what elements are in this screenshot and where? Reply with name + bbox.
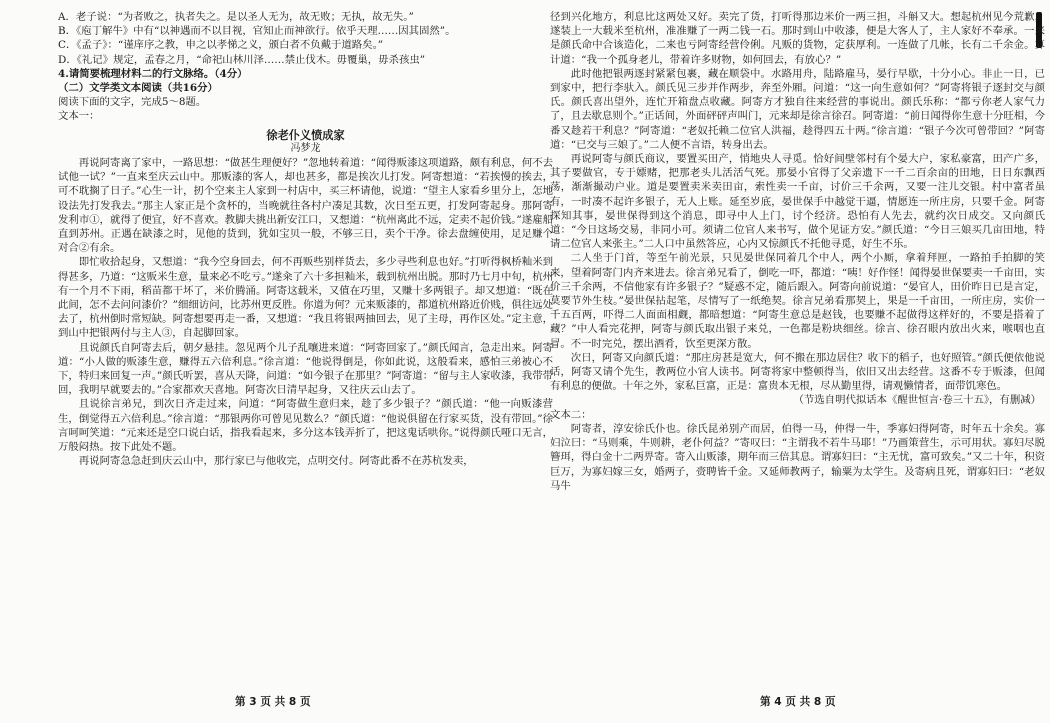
option-d: D．《礼记》规定，孟春之月，“命祀山林川泽……禁止伐木。毋覆巢，毋杀孩虫” bbox=[58, 53, 426, 66]
story-paragraph-10: 次日，阿寄又向颜氏道：“那庄房甚是宽大，何不搬在那边居住？收下的稻子，也好照管。”颜氏便依他说话，阿寄又请个先生，教两位小官人读书。阿寄将家中整顿得当，依旧又出去经营。这番不专于贩漆，但闻有利息的便做。十年之外，家私巨富，正是：富贵本无根，尽从勤里得，请观懒情者，面带饥寒色。 bbox=[550, 351, 1045, 393]
story-paragraph-8: 再说阿寄与颜氏商议，要置买田产，悄地央人寻觅。恰好间壁邻村有个晏大户，家私豪富，田产广多，其子要做官，专于嫖赌，把那老头儿活活气死。那晏小官得了父亲遗下一千二百余亩的田地，日日东飘西荡，渐渐撮动户业。道是要置卖米卖田亩，索性卖一千亩，讨价三千余两，又要一注儿交银。村中富者虽有，一时凑不起许多银子，无人上账。延至岁底，晏世保手中越觉干逼，情愿连一所庄房，只要千金。阿寄探知其事，晏世保得到这个消息，即寻中人上门，讨个经济。恐怕有人先去，就约次日成交。又向颜氏道：“今日这场交易，非同小可。须请二位官人来书写，做个见证方安。”颜氏道：“今日三娘买几亩田地，特请二位官人来张主。”二人口中虽然答应，心内又惊颜氏不托他寻觅，好生不乐。 bbox=[550, 153, 1045, 251]
text-two-label: 文本二： bbox=[550, 408, 592, 421]
story-paragraph-3: 且说颜氏自阿寄去后，朝夕悬挂。忽见两个儿子乱嚷进来道：“阿寄回家了。”颜氏闻言，急走出来。阿寄道：“小人做的贩漆生意，赚得五六倍利息。”徐言道：“他说得倒是，你如此说，这般看来，感怕三弟被心不下，特归来回复一声。”颜氏听罢，喜从天降，问道：“如今银子在那里？”阿寄道：“留与主人家收漆，我带带回，我明早就要去的。”合家都欢天喜地。阿寄次日清早起身，又往庆云山去了。 bbox=[58, 341, 553, 397]
story-author: 冯梦龙 bbox=[290, 142, 321, 154]
left-page-column bbox=[58, 10, 553, 682]
right-page-column bbox=[550, 10, 1045, 682]
page-number-right: 第 4 页 共 8 页 bbox=[760, 696, 836, 708]
text-one-label: 文本一： bbox=[58, 110, 100, 123]
story-paragraph-9: 二人坐于门首，等至午前光景，只见晏世保同着几个中人，两个小厮，拿着拜匣，一路拍手拍脚的笑来，望着阿寄门内齐来进去。徐言弟兄看了，倒吃一吓，都道：“咦！好作怪！闻得晏世保要卖一千亩田，实价三千余两，不信他家有许多银子？”疑惑不定，随后跟入。阿寄向前说道：“晏官人，田价昨日已是言定，莫要节外生枝。”晏世保拈起笔，尽情写了一纸绝契。徐言兄弟看那契上，果是一千亩田，一所庄房，实价一千五百两，吓得二人面面相觑，都暗想道：“阿寄生意总是赵钱，也要赚不起做得这样好的，不要是搭着了藏？”中人看完花押，阿寄与颜氏取出银子来兑，一色都是粉块细丝。徐言、徐召眼内放出火来，喉咽也直冒。不一时完兑，摆出酒肴，饮至更深方散。 bbox=[550, 252, 1045, 350]
story-paragraph-5: 再说阿寄急急赶到庆云山中，那行家已与他收完，点明交付。阿寄此番不在苏杭发卖， bbox=[78, 455, 474, 468]
source-note: （节选自明代拟话本《醒世恒言·卷三十五》，有删减） bbox=[793, 394, 1041, 407]
option-c: C．《孟子》：“谨庠序之教，申之以孝悌之义，颁白者不负戴于道路矣。” bbox=[58, 39, 384, 52]
story-title: 徐老仆义愤成家 bbox=[266, 127, 345, 142]
story-paragraph-2: 即忙收拾起身，又想道：“我今空身回去，何不再贩些别样货去，多少寻些利息也好。”打听得枫桥籼米到得甚多，乃道：“这贩米生意，量来必不吃亏。”遂籴了六十多担籼米，载到杭州出脱。那时乃七月中旬，杭州有一个月不下雨，稻苗都干坏了，米价腾涌。阿寄这载米，又值在巧里，又赚十多两银子。却又想道：“既在此间，怎不去问问漆价？”细细访问，比苏州更反胜。你道为何？元来贩漆的，都道杭州路近价贱，俱往远处去了，杭州倒时常短缺。阿寄想要再走一番，又想道：“我且将银两抽回去，见了主母，再作区处。”定主意，到山中把银两付与主人③，自起脚回家。 bbox=[58, 256, 553, 340]
section-heading: （二）文学类文本阅读（共16分） bbox=[58, 82, 218, 95]
story-paragraph-6: 径到兴化地方，利息比这两处又好。卖完了货，打听得那边米价一两三担，斗斛又大。想起杭州见今荒歉，遂装上一大载米至杭州，准准赚了一两二钱一石。那时到山中收漆，便是大客人了，主人家好不奉承。一来是颜氏命中合该造化，二来也亏阿寄经营伶俐。凡贩的货物，定获厚利。一连做了几帐，长有二千余金。算计道：“我一个孤身老儿，带着许多财物，如何回去，有放心？” bbox=[550, 11, 1045, 66]
question-4: 4.请简要梳理材料二的行文脉络。（4分） bbox=[58, 67, 248, 80]
page-number-left: 第 3 页 共 8 页 bbox=[235, 696, 311, 708]
story-paragraph-4: 且说徐言弟兄，到次日齐走过来，问道：“阿寄做生意归来，趁了多少银子？”颜氏道：“他一向贩漆营生，倒觉得五六倍利息。”徐言道：“那银两你可曾见见数么？”颜氏道：“他说俱留在行家买货，没有带回。”徐言呵呵笑道：“元来还是空口说白话，指我看起来，多分这本钱弄折了，把这鬼话哄你。”说得颜氏哑口无言，万般闷热。按下此处不题。 bbox=[58, 398, 553, 454]
option-b: B．《庖丁解牛》中有“以神遇而不以目视，官知止而神欲行。依乎天理……因其固然”。 bbox=[58, 25, 456, 38]
reading-instruction: 阅读下面的文字，完成5～8题。 bbox=[58, 96, 207, 109]
story-paragraph-7: 此时他把银两逐封紧紧包裹，藏在顺袋中。水路用舟，陆路雇马，晏行早歇，十分小心。非止一日，已到家中，把行李驮入。颜氏见三步并作两步，奔至外厢。问道：“这一向生意如何？”阿寄将银子逐封交与颜氏。颜氏喜出望外，连忙开箱盘点收藏。阿寄方才独自往来经营的事说出。颜氏乐称：“都亏你老人家气力了，且去歇息则个。”正话间，外面砰砰声叫门，元来却是徐言徐召。阿寄道：“前日闻得你生意十分旺相，今番又趁若干利息？”阿寄道：“老奴托赖二位官人洪福，趁得四五十两。”徐言道：“银子今次可曾带回？”阿寄道：“已交与三娘了。”二人便不言语，转身出去。 bbox=[550, 67, 1045, 151]
option-a: A．老子说：“为者败之，执者失之。是以圣人无为，故无败；无执，故无失。” bbox=[58, 11, 414, 23]
text-two-paragraph-1: 阿寄者，淳安徐氏仆也。徐氏昆弟别产而居，伯得一马，仲得一牛，季寡妇得阿寄，时年五十余矣。寡妇泣曰：“马则乘，牛则耕，老仆何益？”寄叹曰：“主谓我不若牛马耶！”乃画策营生，示可用状。寡妇尽脱簪珥，得白金十二两畀寄。寄入山贩漆，期年而三倍其息。谓寡妇曰：“主无忧，富可致矣。”又二十年，积资巨万，为寡妇嫁三女，婚两子，赍聘皆千金。又延师教两子，输粟为太学生。及寄病且死，谓寡妇曰：“老奴马牛 bbox=[550, 422, 1045, 492]
story-paragraph-1: 再说阿寄离了家中，一路思想：“做甚生理便好？”忽地转着道：“闻得贩漆这项道路，颇有利息，何不去试他一试？”一直来至庆云山中。那贩漆的客人，却也甚多，都是挨次儿打发。阿寄想道：“若挨慢的挨去，可不耽搁了日子。”心生一计，扨个空来主人家到一村店中，买三杯请他，说道：“望主人家看乡里分上，怎地设法先打发我去。”那主人家正是个贪杯的，当晚就往各村户凑足其数，次日至五更，打发阿寄起身。那阿寄发利市①，就得了便宜，好不喜欢。教脚夫挑出新安江口，又想道：“杭州离此不远，定卖不起价钱。”遂雇船直到苏州。正遇在缺漆之时，见他的货到，犹如宝贝一般，不够三日，卖个干净。徐去盘缠使用，足足赚个对合②有余。 bbox=[58, 157, 553, 255]
